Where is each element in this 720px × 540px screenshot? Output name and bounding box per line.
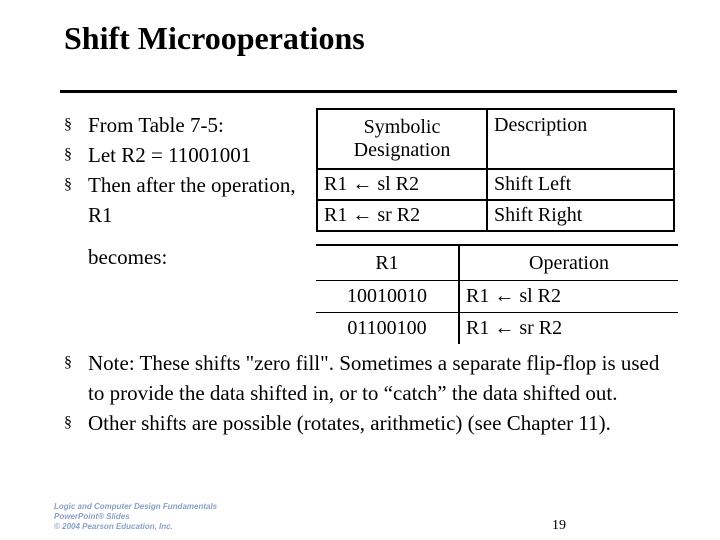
table-header-cell: Symbolic Designation — [317, 109, 487, 169]
bullet-text: Other shifts are possible (rotates, arithmetic) (see Chapter 11). — [88, 411, 611, 435]
table-cell: Shift Right — [487, 200, 674, 231]
footer-line: © 2004 Pearson Education, Inc. — [54, 522, 173, 531]
bullet-item — [64, 170, 304, 230]
publisher-footer — [54, 502, 217, 532]
bullet-item — [64, 110, 304, 140]
table-cell: R1 ← sl R2 — [317, 169, 487, 200]
table-row — [316, 281, 678, 313]
table-row — [317, 200, 674, 231]
bullet-text: Let R2 = 11001001 — [88, 143, 252, 167]
table-cell: 01100100 — [316, 313, 459, 345]
table-cell: R1 ← sr R2 — [459, 313, 678, 345]
becomes-text: becomes: — [88, 245, 168, 269]
table-cell: Shift Left — [487, 169, 674, 200]
table-header-row — [317, 109, 674, 169]
top-bullet-list — [64, 110, 304, 230]
table-cell: R1 ← sr R2 — [317, 200, 487, 231]
bullet-text: Then after the operation, R1 — [88, 173, 296, 227]
table-header-cell: Operation — [459, 245, 678, 281]
slide-title: Shift Microoperations — [64, 20, 365, 56]
table-cell: R1 ← sl R2 — [459, 281, 678, 313]
table-header-row — [316, 245, 678, 281]
bullet-mark: § — [64, 414, 72, 431]
bullet-mark: § — [64, 176, 72, 193]
table-cell: 10010010 — [316, 281, 459, 313]
bullet-text: Note: These shifts "zero fill". Sometimes a separate flip-flop is used to provide the data shifted in, or to “catch” the data shifted out. — [88, 351, 660, 405]
table-header-cell: R1 — [316, 245, 459, 281]
table-header-cell: Description — [487, 109, 674, 169]
bullet-item — [64, 408, 664, 438]
result-table — [316, 244, 678, 344]
bullet-item — [64, 348, 664, 408]
page-number: 19 — [552, 518, 566, 533]
bullet-item — [64, 140, 304, 170]
bullet-mark: § — [64, 116, 72, 133]
title-rule — [60, 90, 677, 93]
bottom-bullet-list — [64, 348, 664, 438]
bullet-mark: § — [64, 146, 72, 163]
table-row — [316, 313, 678, 345]
bullet-text: From Table 7-5: — [88, 113, 224, 137]
footer-line: Logic and Computer Design Fundamentals — [54, 502, 218, 511]
footer-line: PowerPoint® Slides — [54, 512, 130, 521]
symbolic-designation-table — [316, 108, 675, 232]
table-row — [317, 169, 674, 200]
bullet-mark: § — [64, 354, 72, 371]
